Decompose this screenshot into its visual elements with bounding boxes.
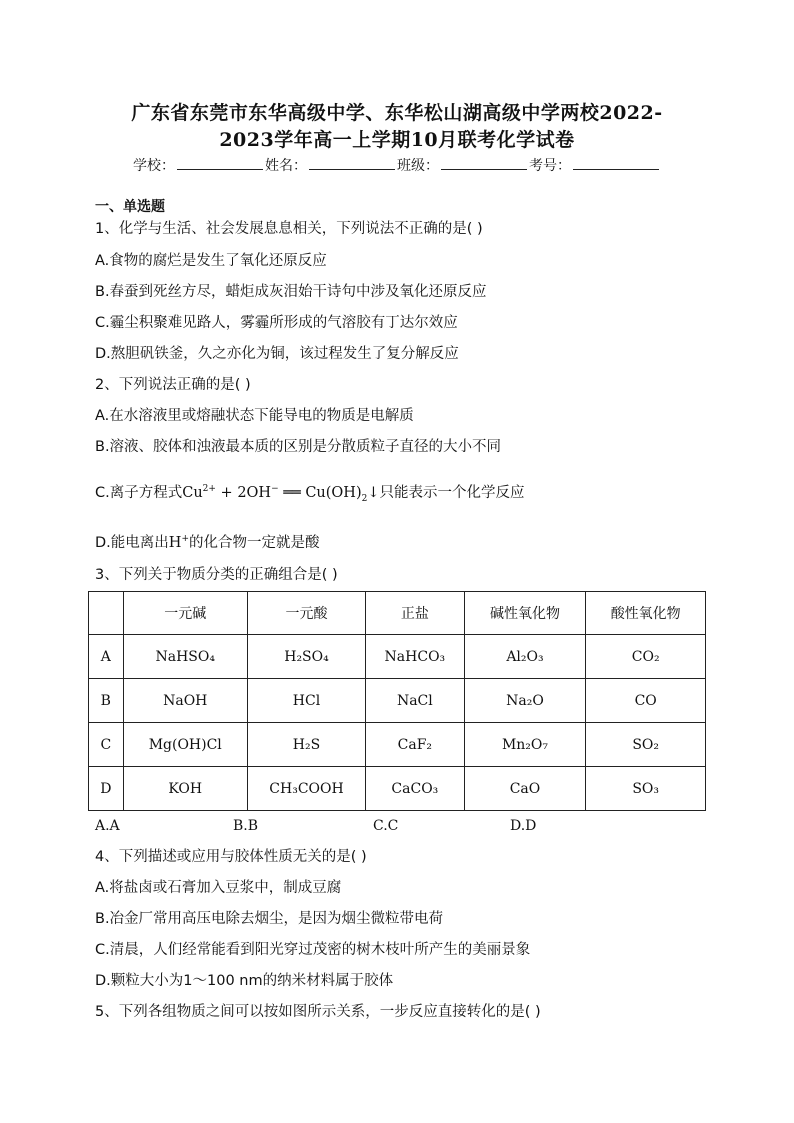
- q2-option-d: [95, 531, 319, 552]
- q2-d-prefix: D.能电离出: [95, 535, 169, 551]
- ionic-equation: $Cu^{2+} + 2OH^-$ ══ $Cu(OH)_2↓$: [182, 484, 380, 504]
- school-label: 学校：: [133, 158, 175, 174]
- name-blank[interactable]: [309, 157, 395, 170]
- q1-option-a: A.食物的腐烂是发生了氧化还原反应: [95, 253, 327, 269]
- class-blank[interactable]: [441, 157, 527, 170]
- table-cell: SO₃: [586, 767, 706, 811]
- table-cell: HCl: [247, 679, 365, 723]
- exam-title-line1: 广东省东莞市东华高级中学、东华松山湖高级中学两校2022-: [131, 102, 663, 124]
- table-row: [89, 679, 706, 723]
- table-row: [89, 635, 706, 679]
- table-cell: H₂S: [247, 723, 365, 767]
- table-cell: H₂SO₄: [247, 635, 365, 679]
- table-header-cell: 酸性氧化物: [586, 592, 706, 635]
- hydrogen-ion-formula: H+: [168, 534, 189, 551]
- table-cell: Mn₂O₇: [464, 723, 586, 767]
- table-cell: D: [89, 767, 124, 811]
- q4-option-d: D.颗粒大小为1～100 nm的纳米材料属于胶体: [95, 973, 394, 989]
- class-label: 班级：: [397, 158, 439, 174]
- table-cell: B: [89, 679, 124, 723]
- table-cell: CaCO₃: [366, 767, 464, 811]
- table-row: [89, 767, 706, 811]
- table-cell: NaHCO₃: [366, 635, 464, 679]
- q4-stem: 4、下列描述或应用与胶体性质无关的是( ): [95, 849, 367, 865]
- table-cell: NaHSO₄: [123, 635, 247, 679]
- q4-option-b: B.冶金厂常用高压电除去烟尘，是因为烟尘微粒带电荷: [95, 911, 444, 927]
- table-cell: Na₂O: [464, 679, 586, 723]
- table-header-cell: 一元酸: [247, 592, 365, 635]
- table-cell: CH₃COOH: [247, 767, 365, 811]
- table-cell: Mg(OH)Cl: [123, 723, 247, 767]
- table-header-cell: 一元碱: [123, 592, 247, 635]
- table-cell: Al₂O₃: [464, 635, 586, 679]
- exam-number-label: 考号：: [529, 158, 571, 174]
- school-blank[interactable]: [177, 157, 263, 170]
- table-cell: A: [89, 635, 124, 679]
- table-header-row: [89, 592, 706, 635]
- table-header-cell: 正盐: [366, 592, 464, 635]
- q1-option-d: D.熬胆矾铁釜，久之亦化为铜，该过程发生了复分解反应: [95, 346, 459, 362]
- table-row: [89, 723, 706, 767]
- table-header-cell: [89, 592, 124, 635]
- q4-option-c: C.清晨，人们经常能看到阳光穿过茂密的树木枝叶所产生的美丽景象: [95, 942, 531, 958]
- student-info-row: [0, 155, 794, 175]
- q4-option-a: A.将盐卤或石膏加入豆浆中，制成豆腐: [95, 880, 342, 896]
- q3-option-d[interactable]: D.D: [510, 818, 537, 834]
- exam-title-line2: 2023学年高一上学期10月联考化学试卷: [219, 129, 575, 151]
- table-cell: CaO: [464, 767, 586, 811]
- table-cell: C: [89, 723, 124, 767]
- q1-option-b: B.春蚕到死丝方尽，蜡炬成灰泪始干诗句中涉及氧化还原反应: [95, 284, 487, 300]
- q1-stem: 1、化学与生活、社会发展息息相关，下列说法不正确的是( ): [95, 221, 483, 237]
- table-cell: CO: [586, 679, 706, 723]
- q2-option-c: [95, 481, 525, 504]
- q5-stem: 5、下列各组物质之间可以按如图所示关系，一步反应直接转化的是( ): [95, 1004, 541, 1020]
- q3-options-row: [95, 818, 536, 834]
- q2-c-prefix: C.离子方程式: [95, 485, 183, 501]
- table-header-cell: 碱性氧化物: [464, 592, 586, 635]
- q3-option-b[interactable]: B.B: [233, 818, 259, 834]
- classification-table: [88, 591, 706, 811]
- q3-stem: 3、下列关于物质分类的正确组合是( ): [95, 567, 338, 583]
- table-cell: CaF₂: [366, 723, 464, 767]
- q2-c-suffix: 只能表示一个化学反应: [379, 485, 525, 501]
- exam-number-blank[interactable]: [573, 157, 659, 170]
- table-cell: KOH: [123, 767, 247, 811]
- q2-d-suffix: 的化合物一定就是酸: [188, 535, 320, 551]
- table-cell: SO₂: [586, 723, 706, 767]
- table-cell: NaCl: [366, 679, 464, 723]
- name-label: 姓名：: [265, 158, 307, 174]
- table-cell: NaOH: [123, 679, 247, 723]
- q2-option-b: B.溶液、胶体和浊液最本质的区别是分散质粒子直径的大小不同: [95, 439, 502, 455]
- section-title: 一、单选题: [95, 199, 165, 215]
- q2-option-a: A.在水溶液里或熔融状态下能导电的物质是电解质: [95, 408, 414, 424]
- q1-option-c: C.霾尘积聚难见路人，雾霾所形成的气溶胶有丁达尔效应: [95, 315, 458, 331]
- q3-option-c[interactable]: C.C: [373, 818, 399, 834]
- table-cell: CO₂: [586, 635, 706, 679]
- q2-stem: 2、下列说法正确的是( ): [95, 377, 251, 393]
- q3-option-a[interactable]: A.A: [95, 818, 120, 834]
